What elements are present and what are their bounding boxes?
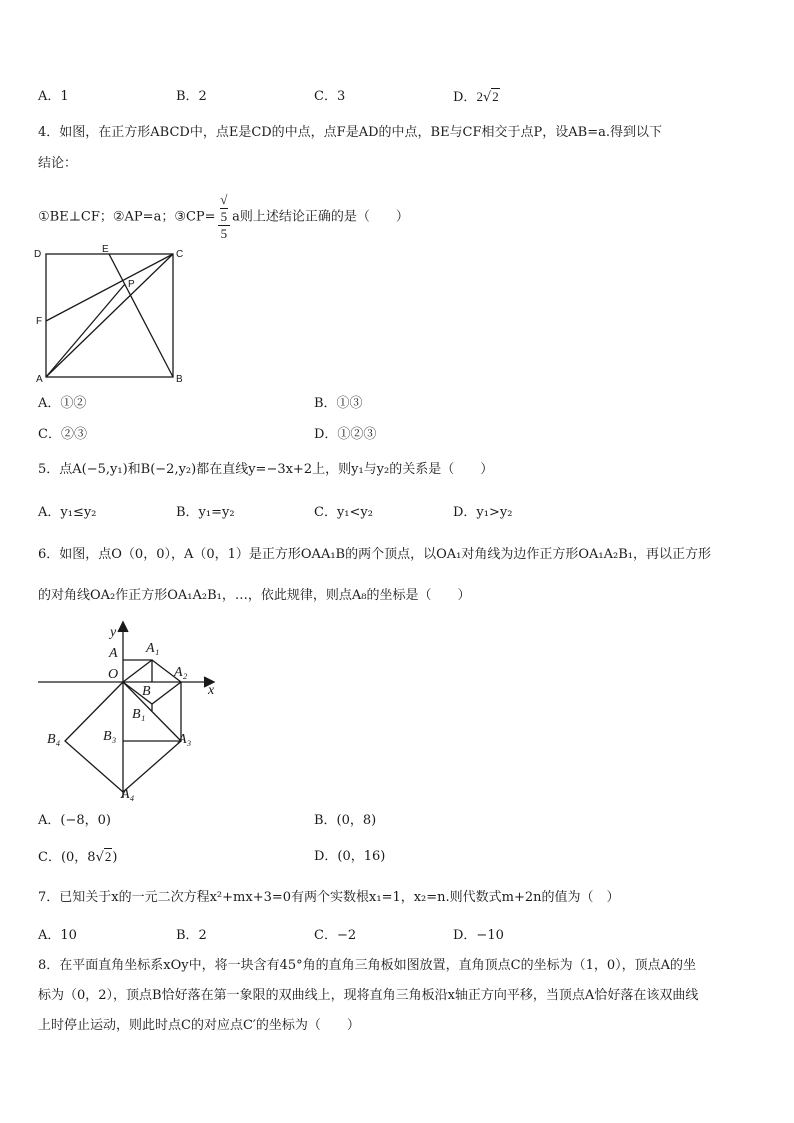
q4-option-b[interactable]: B．①③ bbox=[314, 396, 363, 411]
q6-label-y: y bbox=[110, 625, 117, 640]
q4-square-figure bbox=[30, 244, 190, 386]
q4-label-f: F bbox=[36, 316, 43, 327]
q4-line-cf bbox=[46, 254, 173, 321]
q4-frac-den: 5 bbox=[220, 226, 228, 241]
q4-stem-line1: 4．如图，在正方形ABCD中，点E是CD的中点，点F是AD的中点，BE与CF相交于点P，设AB=a.得到以下 bbox=[38, 125, 662, 140]
q6-label-a2: A₂ bbox=[174, 665, 188, 680]
q4-line-be bbox=[109, 254, 173, 377]
q6-label-b: B bbox=[142, 684, 151, 699]
q6-label-a1: A₁ bbox=[146, 641, 160, 656]
q8-stem-line2: 标为（0，2），顶点B恰好落在第一象限的双曲线上，现将直角三角板沿x轴正方向平移，当顶点A恰好落在该双曲线 bbox=[38, 988, 699, 1003]
q6-option-c[interactable] bbox=[38, 848, 117, 867]
q6-label-o: O bbox=[108, 667, 119, 682]
q4-line-ap bbox=[46, 284, 125, 377]
q4-conclusions-end: a则上述结论正确的是（ ） bbox=[232, 209, 409, 225]
q4-line-ac bbox=[46, 254, 173, 377]
q6-sqrt-radicand: 2 bbox=[104, 849, 112, 864]
q6-label-a: A bbox=[109, 646, 118, 661]
q3-sqrt-sign: √ bbox=[482, 90, 492, 105]
q7-option-a[interactable]: A．10 bbox=[38, 928, 77, 943]
q3-sqrt-radicand: 2 bbox=[492, 89, 499, 104]
q5-option-b[interactable]: B．y₁=y₂ bbox=[176, 505, 235, 520]
q6-line-oa1 bbox=[123, 660, 152, 682]
q4-fraction bbox=[218, 192, 231, 242]
q3-sqrt-coef: 2 bbox=[476, 89, 483, 104]
q6-option-b[interactable]: B．(0，8) bbox=[314, 813, 377, 828]
q6-option-c-close: ) bbox=[112, 850, 118, 865]
q4-label-p: P bbox=[128, 279, 135, 290]
q3-option-b[interactable]: B．2 bbox=[176, 89, 207, 104]
q6-stem-line1: 6．如图，点O（0，0），A（0，1）是正方形OAA₁B的两个顶点，以OA₁对角线为边作正方形OA₁A₂B₁，再以正方形 bbox=[38, 547, 711, 562]
q5-option-c[interactable]: C．y₁<y₂ bbox=[314, 505, 373, 520]
q4-label-e: E bbox=[102, 244, 109, 255]
q4-frac-num: √ 5 bbox=[218, 192, 231, 226]
q5-option-a[interactable]: A．y₁≤y₂ bbox=[38, 505, 97, 520]
q6-stem-line2: 的对角线OA₂作正方形OA₁A₂B₁，…，依此规律，则点A₈的坐标是（ ） bbox=[38, 588, 471, 603]
q7-option-d[interactable]: D．−10 bbox=[453, 928, 504, 943]
q4-option-d[interactable]: D．①②③ bbox=[314, 427, 377, 442]
q6-y-arrow bbox=[118, 622, 128, 632]
q6-sqrt-sign: √ bbox=[95, 850, 104, 865]
q8-stem-line1: 8．在平面直角坐标系xOy中，将一块含有45°角的直角三角板如图放置，直角顶点C的坐标为（1，0），顶点A的坐 bbox=[38, 958, 697, 973]
q6-option-d[interactable]: D．(0，16) bbox=[314, 849, 386, 864]
q6-label-b1: B₁ bbox=[132, 707, 146, 722]
q6-label-a3: A₃ bbox=[178, 732, 192, 747]
q7-option-c[interactable]: C．−2 bbox=[314, 928, 357, 943]
q3-option-a[interactable]: A．1 bbox=[38, 89, 69, 104]
q6-label-x: x bbox=[208, 683, 215, 698]
q5-stem: 5．点A(−5,y₁)和B(−2,y₂)都在直线y=−3x+2上，则y₁与y₂的关系是（ ） bbox=[38, 462, 494, 477]
q3-option-d[interactable] bbox=[453, 88, 500, 107]
q7-stem: 7．已知关于x的一元二次方程x²+mx+3=0有两个实数根x₁=1，x₂=n.则代数式m+2n的值为（ ） bbox=[38, 890, 620, 905]
q6-option-a[interactable]: A．(−8，0) bbox=[38, 813, 111, 828]
q6-coordinate-figure bbox=[34, 616, 234, 802]
q6-label-b4: B₄ bbox=[47, 732, 61, 747]
q8-stem-line3: 上时停止运动，则此时点C的对应点C′的坐标为（ ） bbox=[38, 1018, 360, 1033]
q6-label-a4: A₄ bbox=[121, 787, 135, 802]
q4-stem-line2: 结论： bbox=[38, 156, 78, 171]
q6-label-b3: B₃ bbox=[103, 729, 117, 744]
q4-label-a: A bbox=[36, 374, 43, 385]
q3-option-d-label: D． bbox=[453, 90, 477, 105]
q4-label-b: B bbox=[176, 374, 183, 385]
q4-option-c[interactable]: C．②③ bbox=[38, 427, 87, 442]
q3-option-c[interactable]: C．3 bbox=[314, 89, 346, 104]
q6-option-c-label: C．(0，8 bbox=[38, 850, 96, 865]
q5-option-d[interactable]: D．y₁>y₂ bbox=[453, 505, 513, 520]
q4-label-d: D bbox=[34, 249, 42, 260]
q4-label-c: C bbox=[176, 249, 184, 260]
q4-option-a[interactable]: A．①② bbox=[38, 396, 87, 411]
q4-conclusions bbox=[38, 192, 409, 242]
q7-option-b[interactable]: B．2 bbox=[176, 928, 207, 943]
q4-conclusions-text: ①BE⊥CF；②AP=a；③CP= bbox=[38, 209, 216, 225]
